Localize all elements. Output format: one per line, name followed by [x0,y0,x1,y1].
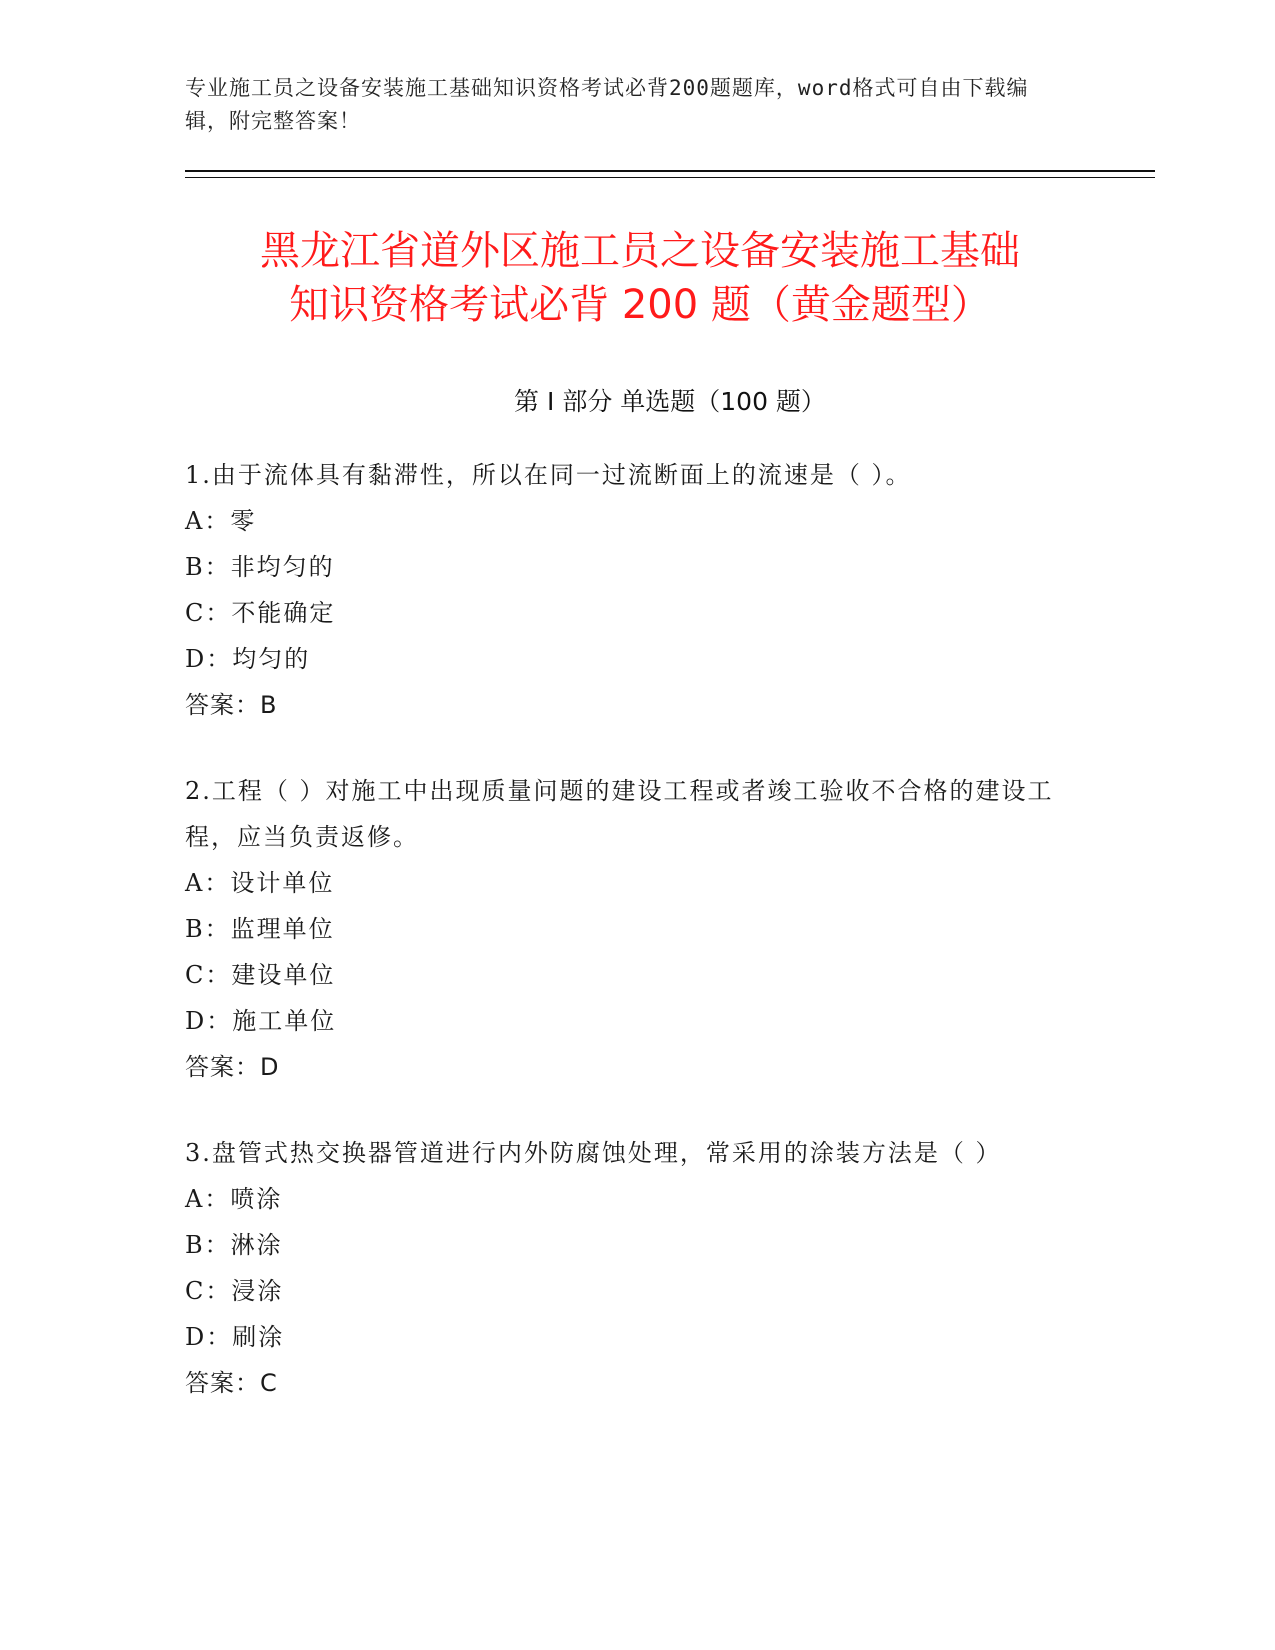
option-b: B：非均匀的 [185,553,335,581]
header-note: 专业施工员之设备安装施工基础知识资格考试必背200题题库，word格式可自由下载编辑，附完整答案！ [185,76,1029,133]
header-divider-top [185,170,1155,172]
option-d: D：均匀的 [185,645,311,673]
question-1 [185,452,1075,728]
document-title-line-1: 黑龙江省道外区施工员之设备安装施工基础 [260,228,1020,274]
answer: 答案：C [185,1369,278,1397]
option-b: B：淋涂 [185,1231,283,1259]
section-title: 第 I 部分 单选题（100 题） [514,387,826,416]
document-title [160,224,1120,332]
option-c: C：不能确定 [185,599,336,627]
answer: 答案：D [185,1053,280,1081]
question-stem: 1.由于流体具有黏滞性，所以在同一过流断面上的流速是（ ）。 [185,461,912,489]
option-a: A：零 [185,507,257,535]
header-divider-bottom [185,177,1155,178]
question-stem: 3.盘管式热交换器管道进行内外防腐蚀处理，常采用的涂装方法是（ ） [185,1139,1002,1167]
option-d: D：施工单位 [185,1007,337,1035]
option-a: A：设计单位 [185,869,335,897]
option-a: A：喷涂 [185,1185,283,1213]
question-stem: 2.工程（ ）对施工中出现质量问题的建设工程或者竣工验收不合格的建设工程，应当负责返修。 [185,777,1054,851]
answer: 答案：B [185,691,278,719]
question-2 [185,768,1075,1090]
option-c: C：浸涂 [185,1277,284,1305]
option-c: C：建设单位 [185,961,336,989]
document-title-line-2: 知识资格考试必背 200 题（黄金题型） [289,282,991,328]
option-b: B：监理单位 [185,915,335,943]
option-d: D：刷涂 [185,1323,285,1351]
question-3 [185,1130,1075,1406]
